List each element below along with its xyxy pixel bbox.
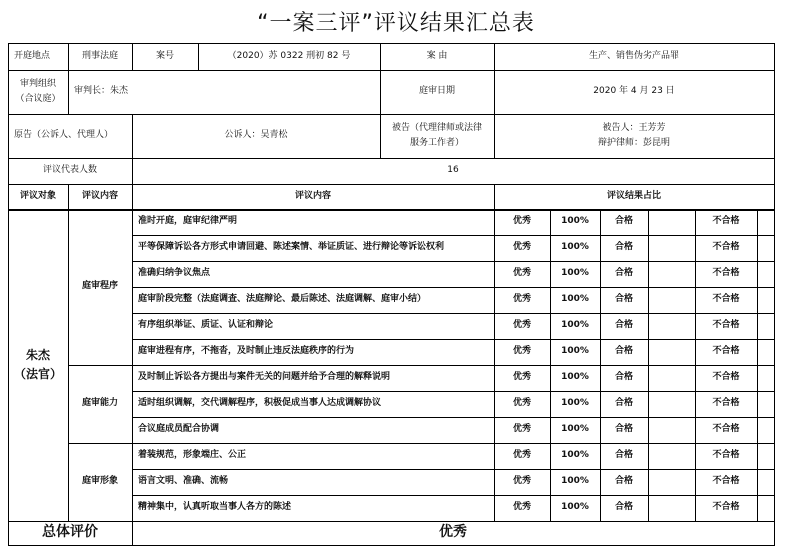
- criterion-text: 准时开庭，庭审纪律严明: [138, 216, 238, 227]
- grid-line: [198, 43, 199, 71]
- empty-cell: [757, 287, 774, 313]
- grid-line: [8, 184, 775, 185]
- pass-cell: 合格: [614, 242, 633, 253]
- criterion-text: 准确归纳争议焦点: [138, 268, 211, 279]
- header-content: 评议内容: [81, 190, 118, 201]
- grid-line: [132, 469, 775, 470]
- fail-cell: 不合格: [712, 398, 740, 409]
- rating-cell: 优秀: [512, 268, 531, 279]
- panel-label-line-1: 审判组织: [19, 78, 56, 89]
- grid-line: [8, 209, 775, 211]
- fail-cell: 不合格: [712, 476, 740, 487]
- rating-cell: 优秀: [512, 294, 531, 305]
- criterion-text: 及时制止诉讼各方提出与案件无关的问题并给予合理的解释说明: [138, 372, 391, 383]
- grid-line: [132, 184, 133, 210]
- rep-count-label: 评议代表人数: [42, 165, 97, 176]
- fail-cell: 不合格: [712, 502, 740, 513]
- case-no-value: （2020）苏 0322 刑初 82 号: [227, 50, 351, 61]
- percent-cell: 100%: [561, 502, 589, 513]
- rating-cell: 优秀: [512, 502, 531, 513]
- grid-line: [132, 158, 133, 185]
- defendant-label-line-2: 服务工作者）: [409, 138, 464, 148]
- grid-line: [695, 209, 696, 522]
- fail-cell: 不合格: [712, 320, 740, 331]
- grid-line: [8, 545, 775, 546]
- fail-cell: 不合格: [712, 450, 740, 461]
- grid-line: [8, 114, 775, 115]
- empty-cell: [648, 261, 695, 287]
- cause-label: 案 由: [426, 50, 448, 61]
- criterion-text: 适时组织调解，交代调解程序，积极促成当事人达成调解协议: [138, 398, 382, 409]
- fail-cell: 不合格: [712, 216, 740, 227]
- empty-cell: [648, 209, 695, 235]
- percent-cell: 100%: [561, 450, 589, 461]
- grid-line: [68, 209, 69, 522]
- grid-line: [494, 70, 495, 115]
- grid-line: [494, 184, 495, 210]
- court-location-label: 开庭地点: [14, 50, 51, 61]
- grid-line: [132, 261, 775, 262]
- pass-cell: 合格: [614, 294, 633, 305]
- rating-cell: 优秀: [512, 450, 531, 461]
- rating-cell: 优秀: [512, 242, 531, 253]
- empty-cell: [757, 339, 774, 365]
- grid-line: [648, 209, 649, 522]
- grid-line: [68, 43, 69, 71]
- grid-line: [132, 114, 133, 159]
- grid-line: [8, 521, 775, 522]
- fail-cell: 不合格: [712, 424, 740, 435]
- fail-cell: 不合格: [712, 242, 740, 253]
- rating-cell: 优秀: [512, 476, 531, 487]
- grid-line: [68, 365, 775, 366]
- empty-cell: [648, 313, 695, 339]
- empty-cell: [757, 469, 774, 495]
- pass-cell: 合格: [614, 502, 633, 513]
- percent-cell: 100%: [561, 424, 589, 435]
- grid-line: [132, 313, 775, 314]
- rep-count-value: 16: [447, 165, 459, 176]
- prosecutor-value: 公诉人：吴青松: [224, 130, 288, 141]
- evaluated-person-line-1: 朱杰: [25, 348, 50, 362]
- grid-line: [494, 114, 495, 159]
- pass-cell: 合格: [614, 268, 633, 279]
- rating-cell: 优秀: [512, 398, 531, 409]
- grid-line: [68, 443, 775, 444]
- overall-value: 优秀: [439, 524, 467, 541]
- pass-cell: 合格: [614, 476, 633, 487]
- page-title: “一案三评”评议结果汇总表: [257, 11, 535, 36]
- header-object: 评议对象: [19, 190, 56, 201]
- criterion-text: 有序组织举证、质证、认证和辩论: [138, 320, 274, 331]
- pass-cell: 合格: [614, 450, 633, 461]
- percent-cell: 100%: [561, 294, 589, 305]
- empty-cell: [648, 287, 695, 313]
- grid-line: [68, 184, 69, 210]
- rating-cell: 优秀: [512, 372, 531, 383]
- rating-cell: 优秀: [512, 346, 531, 357]
- grid-line: [600, 209, 601, 522]
- empty-cell: [648, 469, 695, 495]
- defendant-value-line-2: 辩护律师：彭昆明: [597, 138, 670, 148]
- court-location-value: 刑事法庭: [81, 50, 118, 61]
- grid-line: [8, 43, 775, 44]
- criterion-text: 庭审进程有序，不拖沓，及时制止违反法庭秩序的行为: [138, 346, 355, 357]
- empty-cell: [648, 495, 695, 521]
- grid-line: [8, 158, 775, 159]
- grid-line: [132, 209, 133, 522]
- plaintiff-label: 原告（公诉人、代理人）: [14, 130, 114, 141]
- percent-cell: 100%: [561, 268, 589, 279]
- empty-cell: [757, 313, 774, 339]
- empty-cell: [648, 365, 695, 391]
- defendant-value-line-1: 被告人：王芳芳: [602, 122, 666, 133]
- criterion-text: 精神集中，认真听取当事人各方的陈述: [138, 502, 292, 513]
- rating-cell: 优秀: [512, 424, 531, 435]
- empty-cell: [757, 235, 774, 261]
- trial-date-label: 庭审日期: [418, 86, 455, 97]
- grid-line: [68, 70, 69, 115]
- evaluated-person: [8, 209, 68, 521]
- grid-line: [132, 339, 775, 340]
- fail-cell: 不合格: [712, 294, 740, 305]
- grid-line: [550, 209, 551, 522]
- pass-cell: 合格: [614, 346, 633, 357]
- header-ratio: 评议结果占比: [606, 190, 661, 201]
- empty-cell: [757, 495, 774, 521]
- grid-line: [8, 43, 9, 546]
- percent-cell: 100%: [561, 372, 589, 383]
- grid-line: [132, 417, 775, 418]
- percent-cell: 100%: [561, 398, 589, 409]
- grid-line: [132, 521, 133, 546]
- empty-cell: [648, 339, 695, 365]
- grid-line: [494, 209, 495, 522]
- empty-cell: [648, 235, 695, 261]
- grid-line: [380, 70, 381, 115]
- overall-label: 总体评价: [42, 524, 98, 541]
- empty-cell: [757, 391, 774, 417]
- fail-cell: 不合格: [712, 346, 740, 357]
- grid-line: [8, 70, 775, 71]
- panel-label: [8, 70, 68, 114]
- rating-cell: 优秀: [512, 320, 531, 331]
- pass-cell: 合格: [614, 398, 633, 409]
- empty-cell: [648, 391, 695, 417]
- header-detail: 评议内容: [294, 190, 331, 201]
- empty-cell: [757, 365, 774, 391]
- pass-cell: 合格: [614, 424, 633, 435]
- criterion-text: 庭审阶段完整（法庭调查、法庭辩论、最后陈述、法庭调解、庭审小结）: [138, 294, 427, 305]
- grid-line: [774, 43, 775, 546]
- category-label: 庭审形象: [81, 476, 118, 487]
- fail-cell: 不合格: [712, 372, 740, 383]
- defendant-label-line-1: 被告（代理律师或法律: [391, 122, 482, 133]
- percent-cell: 100%: [561, 216, 589, 227]
- percent-cell: 100%: [561, 320, 589, 331]
- defendant-value: [494, 114, 774, 158]
- criterion-text: 合议庭成员配合协调: [138, 424, 220, 435]
- grid-line: [132, 287, 775, 288]
- criterion-text: 平等保障诉讼各方形式申请回避、陈述案情、举证质证、进行辩论等诉讼权利: [138, 242, 445, 253]
- evaluated-person-line-2: （法官）: [13, 367, 62, 381]
- rating-cell: 优秀: [512, 216, 531, 227]
- pass-cell: 合格: [614, 372, 633, 383]
- pass-cell: 合格: [614, 320, 633, 331]
- criterion-text: 着装规范，形象端庄、公正: [138, 450, 247, 461]
- cause-value: 生产、销售伪劣产品罪: [588, 50, 679, 61]
- case-no-label: 案号: [155, 50, 174, 61]
- category-label: 庭审能力: [81, 398, 118, 409]
- percent-cell: 100%: [561, 242, 589, 253]
- criterion-text: 语言文明、准确、流畅: [138, 476, 229, 487]
- fail-cell: 不合格: [712, 268, 740, 279]
- grid-line: [757, 209, 758, 522]
- empty-cell: [757, 209, 774, 235]
- grid-line: [132, 391, 775, 392]
- empty-cell: [757, 417, 774, 443]
- panel-label-line-2: （合议庭）: [15, 94, 61, 104]
- empty-cell: [757, 443, 774, 469]
- defendant-label: [380, 114, 494, 158]
- empty-cell: [648, 417, 695, 443]
- grid-line: [132, 235, 775, 236]
- percent-cell: 100%: [561, 346, 589, 357]
- grid-line: [132, 495, 775, 496]
- pass-cell: 合格: [614, 216, 633, 227]
- grid-line: [132, 43, 133, 71]
- presiding-judge: 审判长：朱杰: [74, 86, 129, 97]
- grid-line: [494, 43, 495, 71]
- percent-cell: 100%: [561, 476, 589, 487]
- grid-line: [380, 43, 381, 71]
- grid-line: [380, 114, 381, 159]
- empty-cell: [757, 261, 774, 287]
- trial-date-value: 2020 年 4 月 23 日: [593, 86, 675, 97]
- category-label: 庭审程序: [81, 281, 118, 292]
- empty-cell: [648, 443, 695, 469]
